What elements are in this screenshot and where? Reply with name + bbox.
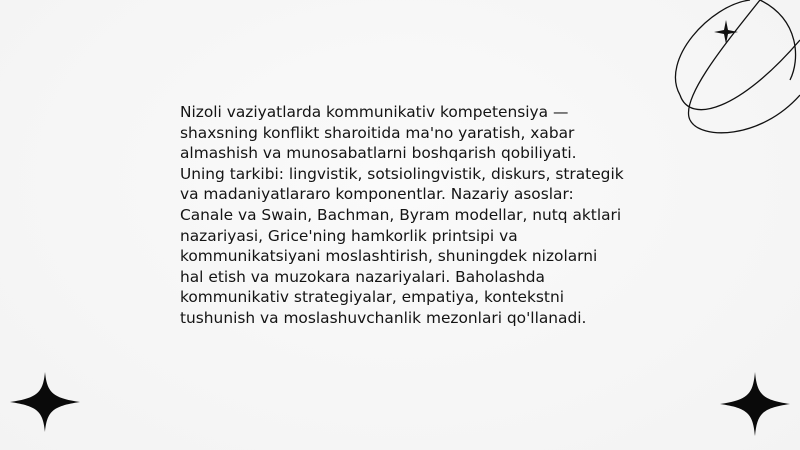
four-point-star-icon [720, 372, 790, 436]
sparkle-icon [714, 20, 738, 44]
four-point-star-icon [10, 372, 80, 432]
orbit-sparkle-ornament [650, 0, 800, 150]
body-paragraph: Nizoli vaziyatlarda kommunikativ kompetensiya — shaxsning konflikt sharoitida ma'no yaratish, xabar almashish va munosabatlarni boshqarish qobiliyati. Uning tarkibi: lingvistik, sotsiolingvistik, diskurs, strategik va madaniyatlararo komponentlar. Nazariy asoslar: Canale va Swain, Bachman, Byram modellar, nutq aktlari nazariyasi, Grice'ning hamkorlik printsipi va kommunikatsiyani moslashtirish, shuningdek nizolarni hal etish va muzokara nazariyalari. Baholashda kommunikativ strategiyalar, empatiya, kontekstni tushunish va moslashuvchanlik mezonlari qo'llanadi. [180, 103, 624, 327]
